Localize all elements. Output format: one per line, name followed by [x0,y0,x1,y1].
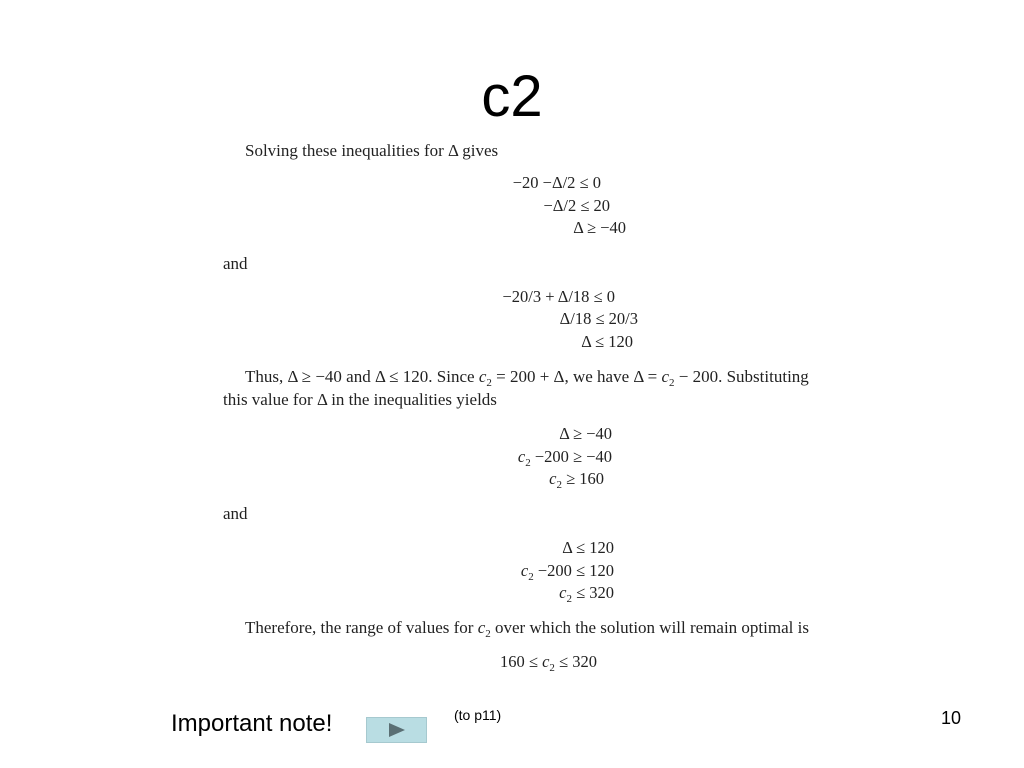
inequality-1-1: −20 −Δ/2 ≤ 0 [512,173,601,192]
inequality-2-2: Δ/18 ≤ 20/3 [559,309,638,328]
inequality-4-2: $c_2 -200 \le 120$ [520,561,614,583]
inequality-3-2: $c_2 -200 \ge -40$ [517,447,612,469]
intro-text: Solving these inequalities for Δ gives [245,141,499,160]
and-label-2: and [223,504,248,523]
inequality-2-3: Δ ≤ 120 [581,332,633,351]
final-range: $160 \le c_2 \le 320$ [500,652,597,674]
thus-line-1: Thus, Δ ≥ −40 and Δ ≤ 120. Since $c_2 = 200 + \Delta$, we have $\Delta = c_2 - 200$. Substituting [245,367,809,389]
inequality-1-2: −Δ/2 ≤ 20 [543,196,610,215]
and-label-1: and [223,254,248,273]
inequality-3-1: Δ ≥ −40 [559,424,612,443]
inequality-3-3: $c_2 \ge 160$ [549,469,604,491]
inequality-4-1: Δ ≤ 120 [562,538,614,557]
therefore-text: Therefore, the range of values for $c_2$ over which the solution will remain optimal is [245,618,809,640]
inequality-2-1: −20/3 + Δ/18 ≤ 0 [502,287,615,306]
important-note-label: Important note! [171,710,333,737]
next-slide-button[interactable] [366,717,427,743]
play-arrow-icon [387,722,407,738]
page-number: 10 [941,708,962,728]
thus-line-2: this value for Δ in the inequalities yields [223,390,497,409]
slide-title: c2 [481,64,543,129]
to-page-link[interactable]: (to p11) [454,707,502,723]
inequality-1-3: Δ ≥ −40 [573,218,626,237]
inequality-4-3: $c_2 \le 320$ [559,583,614,605]
